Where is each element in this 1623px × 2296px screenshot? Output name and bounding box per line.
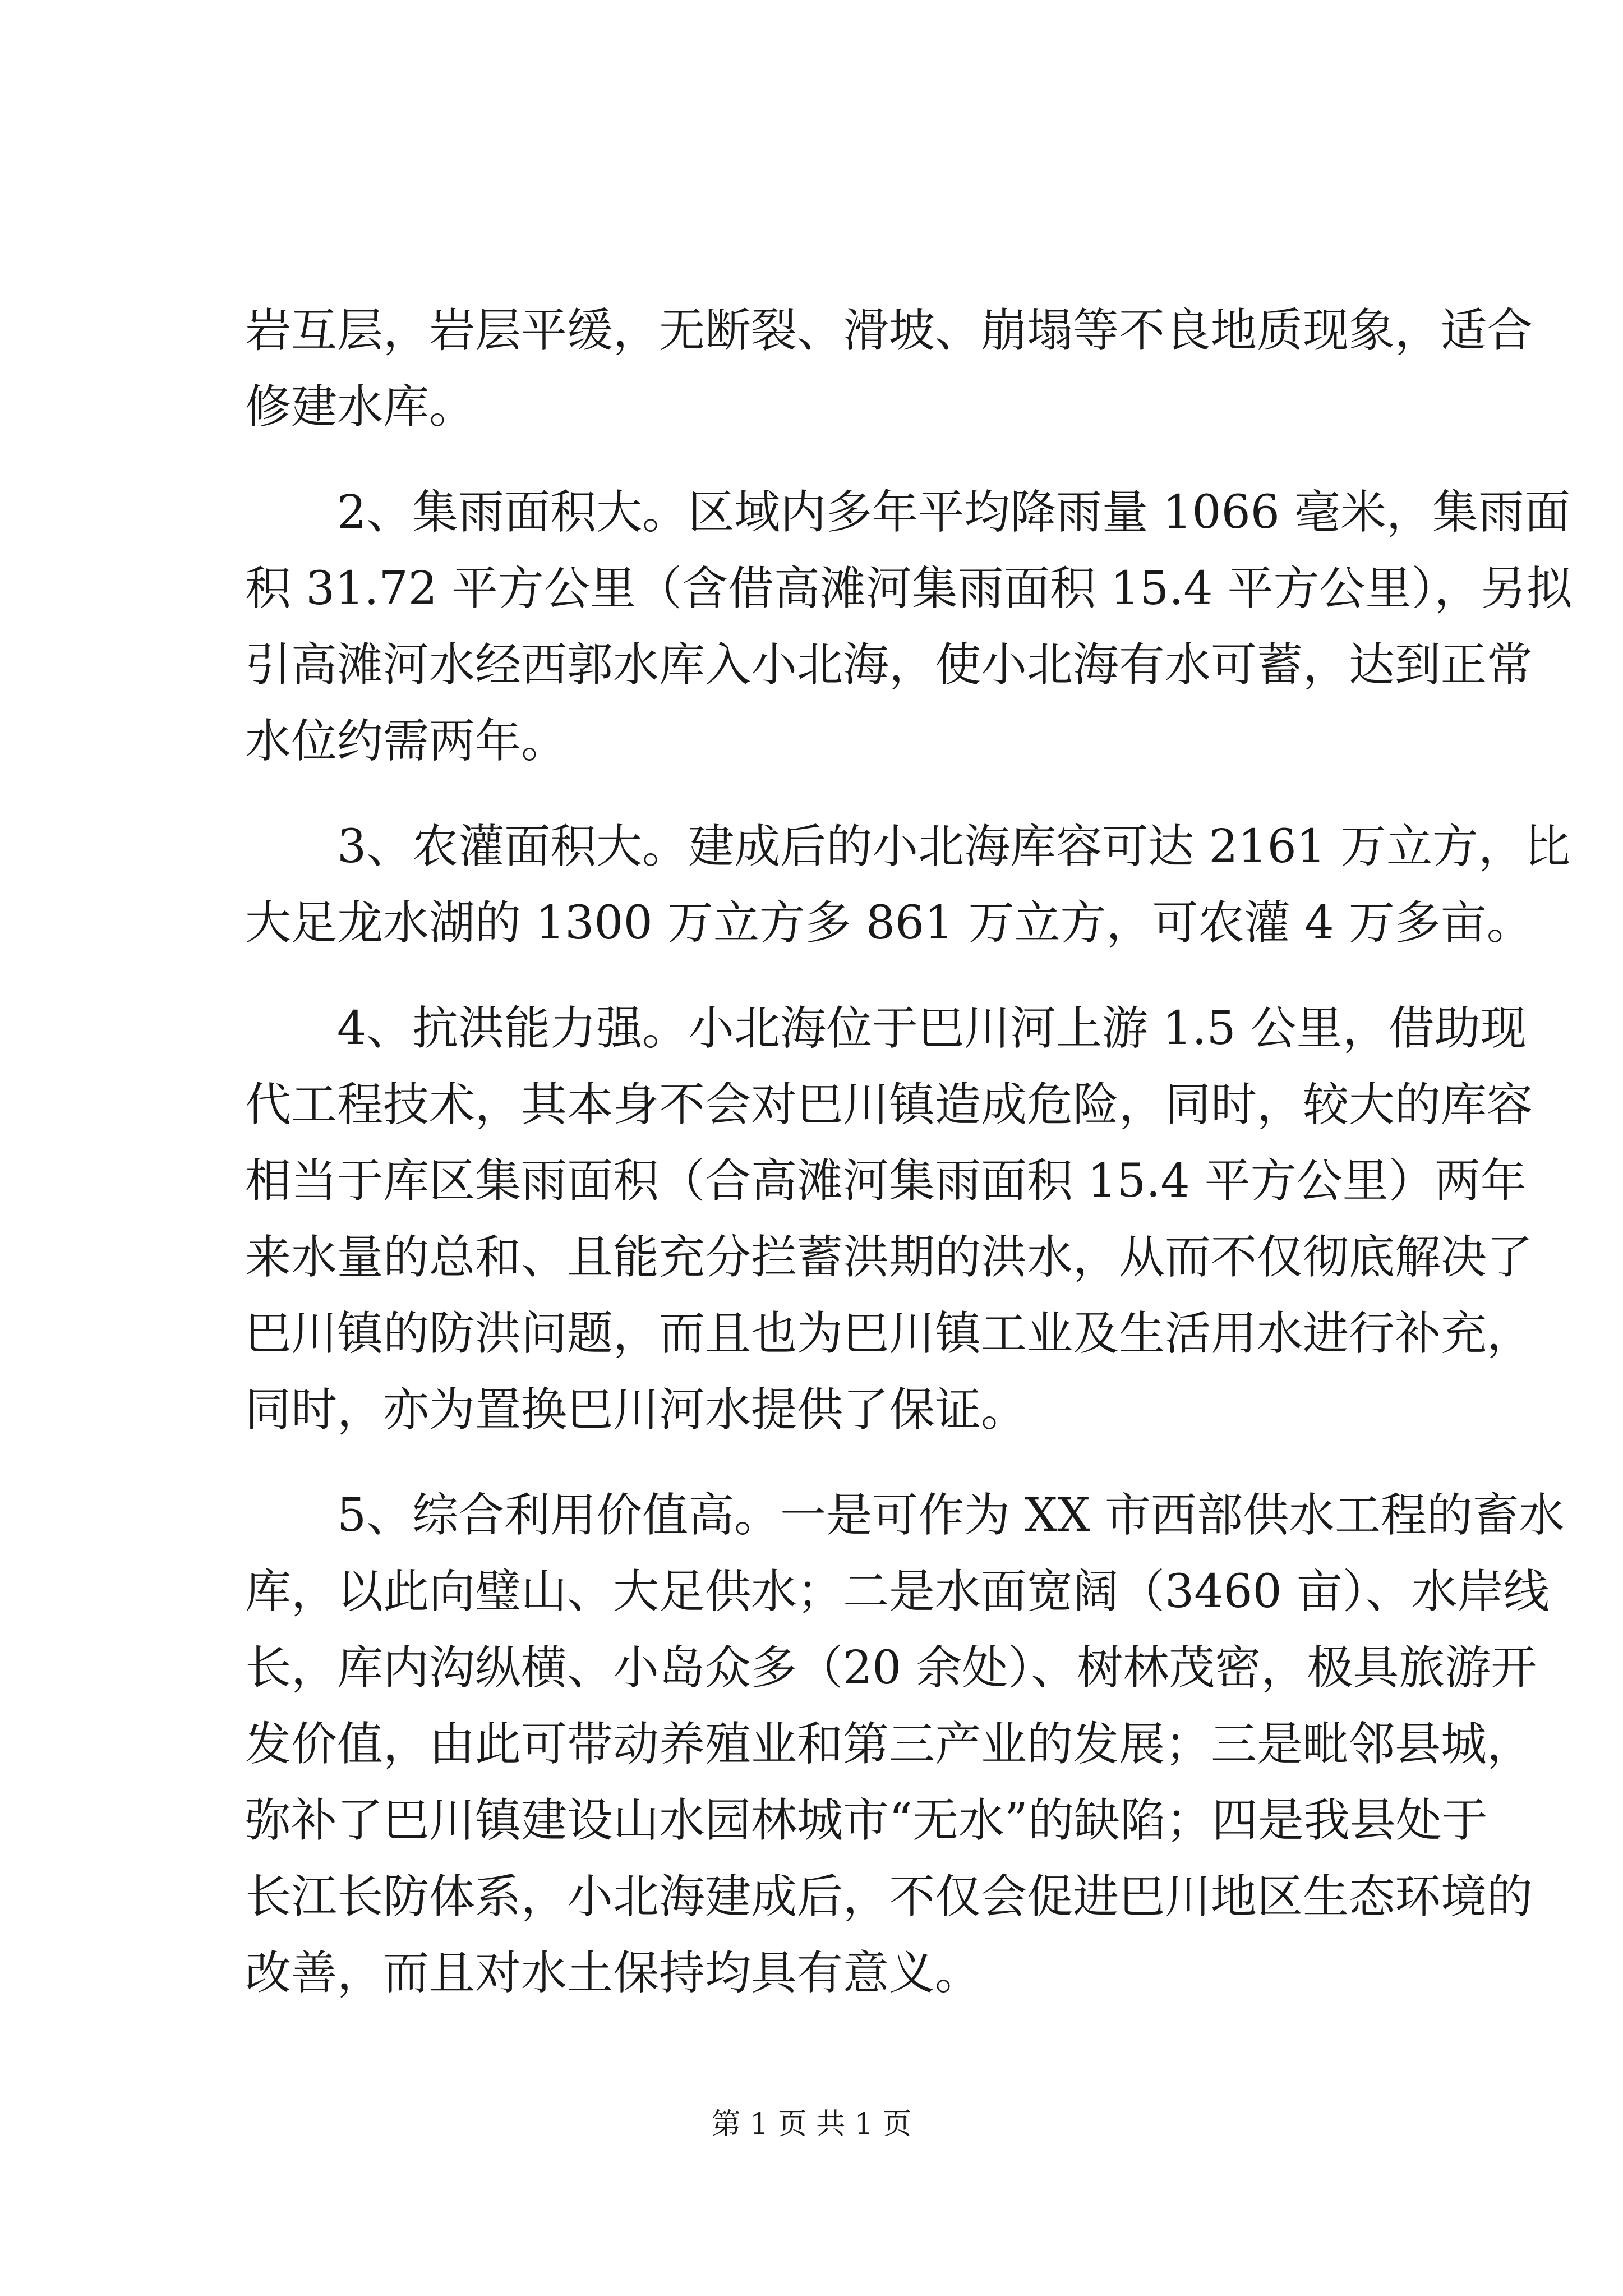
text-line: 5、综合利用价值高。一是可作为 XX 市西部供水工程的畜水 bbox=[337, 1489, 1565, 1542]
text-line: 4、抗洪能力强。小北海位于巴川河上游 1.5 公里，借助现 bbox=[337, 1002, 1527, 1055]
page-number-footer: 第 1 页 共 1 页 bbox=[711, 2108, 912, 2141]
text-line: 岩互层，岩层平缓，无断裂、滑坡、崩塌等不良地质现象，适合 bbox=[245, 304, 1533, 357]
text-line: 代工程技术，其本身不会对巴川镇造成危险，同时，较大的库容 bbox=[245, 1078, 1533, 1131]
text-line: 3、农灌面积大。建成后的小北海库容可达 2161 万立方，比 bbox=[337, 820, 1570, 873]
text-line: 发价值，由此可带动养殖业和第三产业的发展；三是毗邻县城， bbox=[245, 1718, 1533, 1771]
paragraph-flood-control bbox=[245, 991, 1533, 1448]
text-line: 相当于库区集雨面积（合高滩河集雨面积 15.4 平方公里）两年 bbox=[245, 1154, 1527, 1208]
text-line: 2、集雨面积大。区域内多年平均降雨量 1066 毫米，集雨面 bbox=[337, 486, 1570, 539]
paragraph-irrigation-area bbox=[245, 809, 1570, 961]
text-line: 改善，而且对水土保持均具有意义。 bbox=[245, 1947, 981, 2000]
text-line: 引高滩河水经西郭水库入小北海，使小北海有水可蓄，达到正常 bbox=[245, 638, 1533, 692]
text-line: 弥补了巴川镇建设山水园林城市“无水”的缺陷；四是我县处于 bbox=[245, 1794, 1488, 1847]
text-line: 长，库内沟纵横、小岛众多（20 余处）、树林茂密，极具旅游开 bbox=[245, 1641, 1537, 1695]
text-line: 长江长防体系，小北海建成后，不仅会促进巴川地区生态环境的 bbox=[245, 1870, 1533, 1924]
paragraph-comprehensive-value bbox=[245, 1478, 1565, 2012]
text-line: 大足龙水湖的 1300 万立方多 861 万立方，可农灌 4 万多亩。 bbox=[245, 896, 1533, 950]
document-body bbox=[245, 293, 1573, 2041]
text-line: 巴川镇的防洪问题，而且也为巴川镇工业及生活用水进行补充， bbox=[245, 1307, 1533, 1360]
paragraph-geology bbox=[245, 293, 1533, 445]
text-line: 库，以此向璧山、大足供水；二是水面宽阔（3460 亩）、水岸线 bbox=[245, 1565, 1550, 1618]
text-line: 水位约需两年。 bbox=[245, 715, 568, 768]
paragraph-catchment-area bbox=[245, 475, 1573, 780]
text-line: 同时，亦为置换巴川河水提供了保证。 bbox=[245, 1383, 1027, 1437]
text-line: 积 31.72 平方公里（含借高滩河集雨面积 15.4 平方公里），另拟 bbox=[245, 562, 1573, 615]
text-line: 来水量的总和、且能充分拦蓄洪期的洪水，从而不仅彻底解决了 bbox=[245, 1231, 1533, 1284]
text-line: 修建水库。 bbox=[245, 380, 476, 434]
